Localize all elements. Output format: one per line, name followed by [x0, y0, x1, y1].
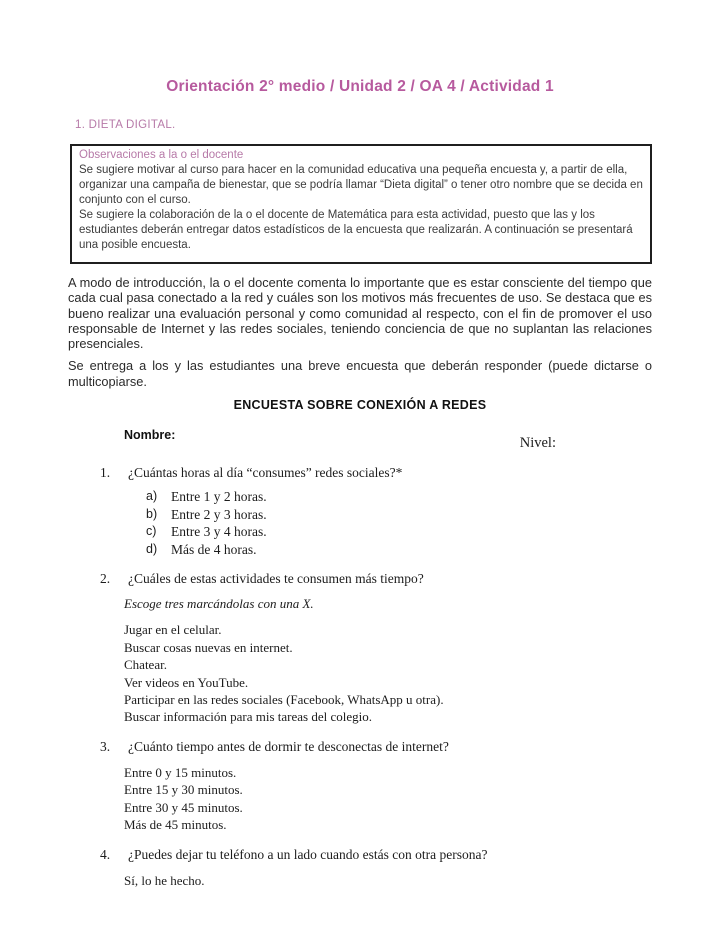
- intro-paragraph: A modo de introducción, la o el docente comenta lo importante que es estar consciente del tiempo que cada cual pasa conectado a la red y cuáles son los motivos más frecuentes de uso. Se destaca que es bueno realizar una evaluación personal y como comunidad al respecto, con el fin de promover el uso responsable de Internet y las redes sociales, teniendo conciencia de que no suplantan las relaciones presenciales.: [68, 275, 652, 352]
- name-label: Nombre:: [124, 428, 176, 443]
- note-paragraph: Se sugiere la colaboración de la o el docente de Matemática para esta actividad, puesto que las y los estudiantes deberán entregar datos estadísticos de la encuesta que realizarán. A continuación se presentará una posible encuesta.: [79, 209, 633, 251]
- page-title: Orientación 2° medio / Unidad 2 / OA 4 / Actividad 1: [166, 78, 554, 95]
- teacher-note-box: [70, 144, 652, 264]
- section-heading: 1. DIETA DIGITAL.: [75, 119, 176, 131]
- question-4-items: [124, 872, 652, 889]
- list-item: Buscar cosas nuevas en internet.: [124, 639, 293, 655]
- question-number: 1.: [100, 465, 111, 481]
- option-marker: a): [146, 489, 158, 504]
- list-item: Entre 30 y 45 minutos.: [124, 799, 243, 815]
- question-text: ¿Cuánto tiempo antes de dormir te desconectas de internet?: [128, 738, 449, 754]
- note-heading: Observaciones a la o el docente: [79, 149, 244, 161]
- list-item: Entre 15 y 30 minutos.: [124, 782, 243, 798]
- instruction-text: Escoge tres marcándolas con una X.: [124, 596, 314, 612]
- question-number: 3.: [100, 738, 111, 754]
- level-label: Nivel:: [519, 435, 556, 452]
- list-item: Sí, lo he hecho.: [124, 872, 205, 888]
- question-1-options: [146, 488, 652, 558]
- survey-questions: [68, 465, 652, 889]
- option-text: Entre 3 y 4 horas.: [171, 524, 267, 540]
- name-level-row: [68, 428, 652, 452]
- question-1: [68, 465, 652, 481]
- list-item: Buscar información para mis tareas del colegio.: [124, 709, 372, 725]
- question-3: [68, 739, 652, 755]
- question-text: ¿Cuáles de estas actividades te consumen más tiempo?: [128, 571, 424, 587]
- option-c: [146, 523, 652, 541]
- question-number: 4.: [100, 846, 111, 862]
- option-text: Entre 2 y 3 horas.: [171, 506, 267, 522]
- list-item: Participar en las redes sociales (Facebook, WhatsApp u otra).: [124, 692, 444, 708]
- question-2-items: [124, 621, 652, 725]
- question-4: [68, 847, 652, 863]
- list-item: Más de 45 minutos.: [124, 817, 227, 833]
- question-2: [68, 571, 652, 587]
- option-text: Entre 1 y 2 horas.: [171, 489, 267, 505]
- question-text: ¿Cuántas horas al día “consumes” redes sociales?*: [128, 465, 403, 481]
- question-text: ¿Puedes dejar tu teléfono a un lado cuando estás con otra persona?: [128, 846, 488, 862]
- question-3-items: [124, 764, 652, 834]
- intro-paragraph: Se entrega a los y las estudiantes una breve encuesta que deberán responder (puede dictarse o multicopiarse.: [68, 358, 652, 389]
- option-marker: b): [146, 506, 158, 521]
- list-item: Entre 0 y 15 minutos.: [124, 764, 237, 780]
- option-a: [146, 488, 652, 506]
- question-number: 2.: [100, 571, 111, 587]
- option-marker: d): [146, 541, 158, 556]
- list-item: Jugar en el celular.: [124, 622, 222, 638]
- option-marker: c): [146, 524, 157, 539]
- option-b: [146, 506, 652, 524]
- note-paragraph: Se sugiere motivar al curso para hacer en la comunidad educativa una pequeña encuesta y, a partir de ella, organizar una campaña de bienestar, que se podría llamar “Dieta digital” o tener otro nombre que se decida en conjunto con el curso.: [79, 164, 643, 206]
- option-d: [146, 541, 652, 559]
- list-item: Chatear.: [124, 657, 167, 673]
- survey-title: ENCUESTA SOBRE CONEXIÓN A REDES: [233, 398, 487, 413]
- option-text: Más de 4 horas.: [171, 541, 257, 557]
- list-item: Ver videos en YouTube.: [124, 674, 249, 690]
